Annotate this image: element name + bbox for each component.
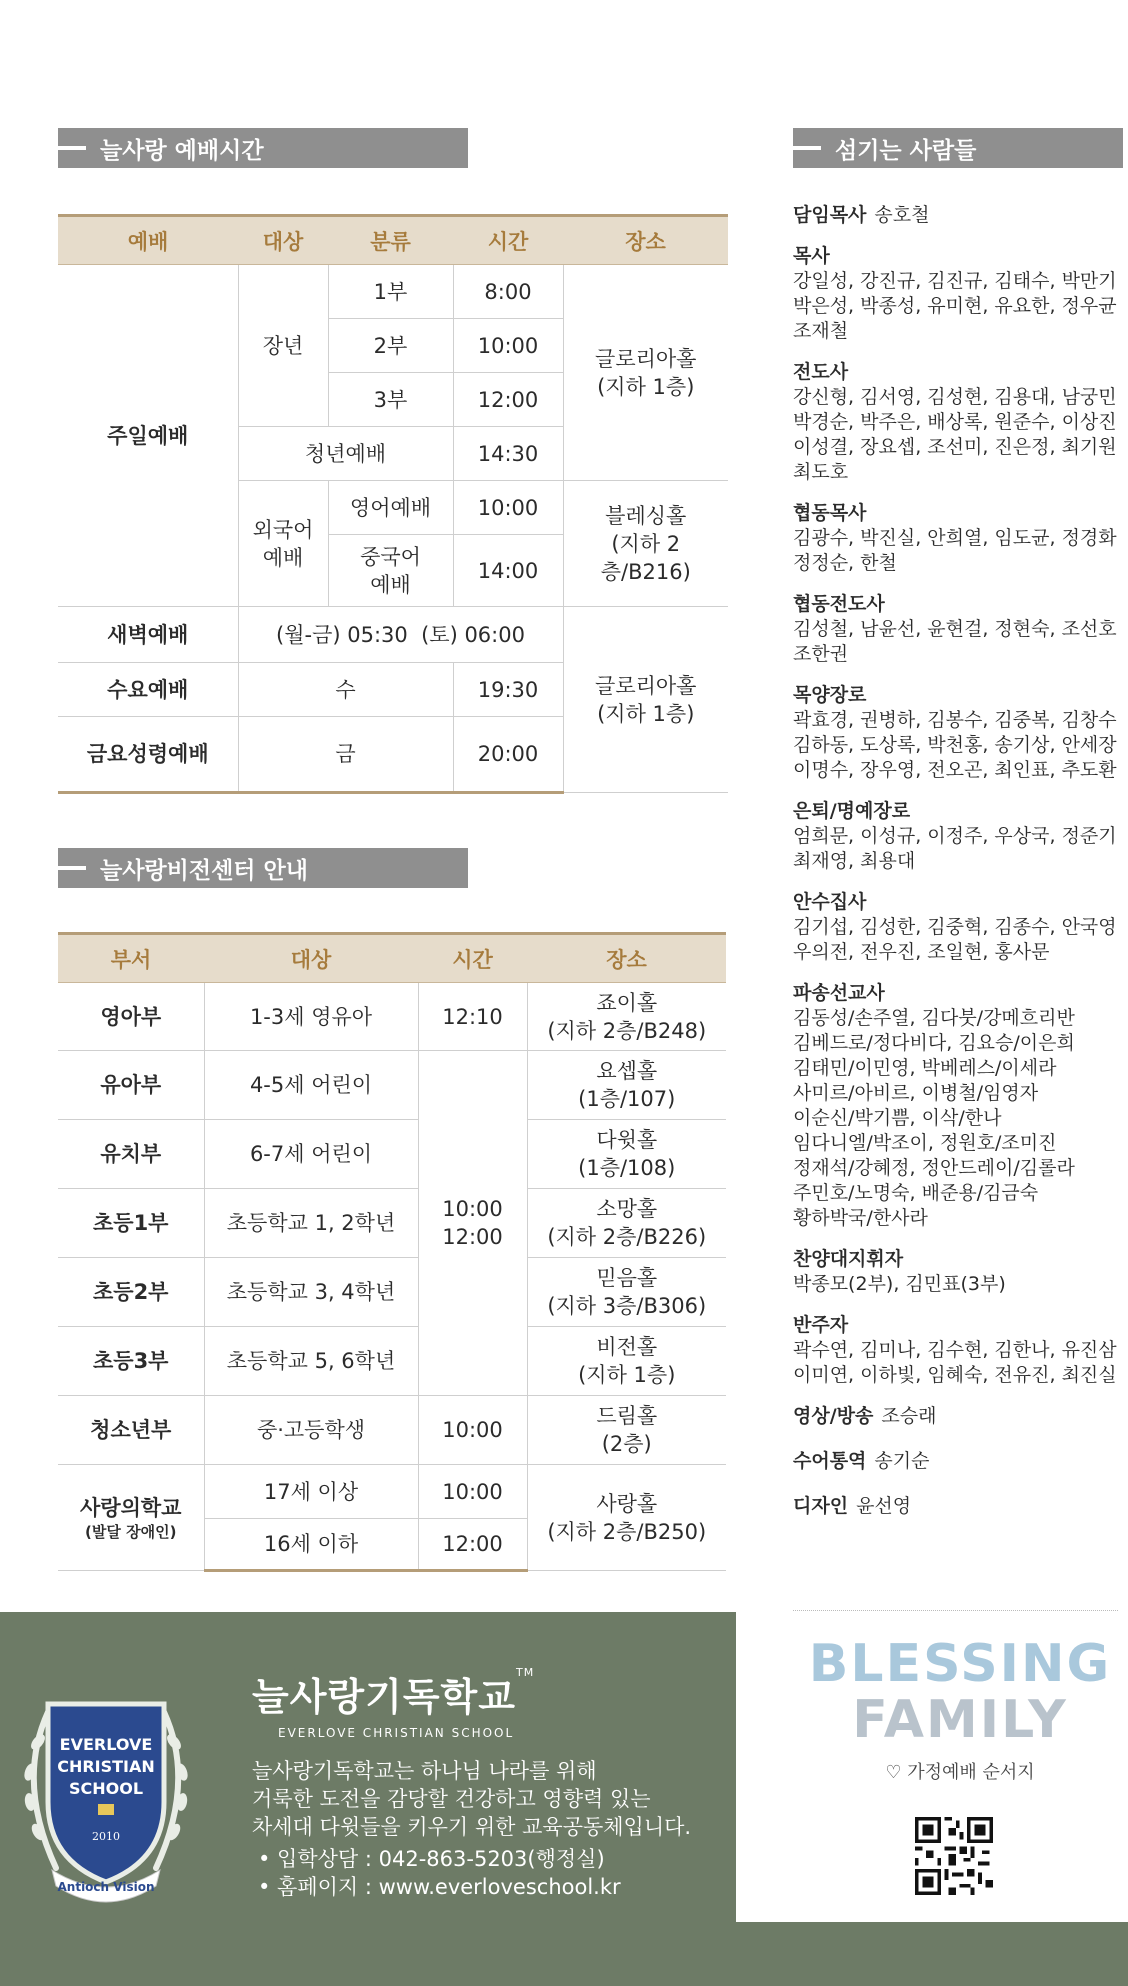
- dawn-worship: 새벽예배: [58, 607, 238, 663]
- worship-table: [58, 214, 728, 794]
- staff-role: 담임목사: [793, 204, 867, 226]
- staff-role: 전도사: [793, 361, 849, 383]
- staff-group-accompanists: [793, 1313, 1123, 1388]
- part-2: 2부: [328, 319, 453, 373]
- staff-role: 협동목사: [793, 502, 867, 524]
- dash-icon: [793, 146, 821, 150]
- staff-group-associate-evangelists: [793, 592, 1123, 667]
- vision-section-heading: [58, 848, 468, 888]
- venue-elem3: 비전홀 (지하 1층): [527, 1327, 726, 1396]
- header-time: 시간: [418, 934, 527, 983]
- school-description: 늘사랑기독학교는 하나님 나라를 위해 거룩한 도전을 감당할 건강하고 영향력 있는 차세대 다윗들을 키우기 위한 교육공동체입니다.: [252, 1759, 692, 1839]
- emblem-year: 2010: [92, 1830, 120, 1843]
- dash-icon: [58, 866, 86, 870]
- header-target: 대상: [238, 216, 328, 265]
- time-infant: 12:10: [418, 983, 527, 1051]
- family-worship-text: 가정예배 순서지: [907, 1762, 1035, 1783]
- english-worship: 영어예배: [328, 481, 453, 535]
- staff-names: 송호철: [874, 204, 930, 226]
- dept-toddler: 유아부: [58, 1051, 204, 1120]
- staff-names: 곽수연, 김미나, 김수현, 김한나, 유진삼 이미연, 이하빛, 임혜숙, 전유진, 최진실: [793, 1339, 1117, 1386]
- dept-elem3: 초등3부: [58, 1327, 204, 1396]
- staff-role: 안수집사: [793, 891, 867, 913]
- foreign-worship: 외국어 예배: [238, 481, 328, 607]
- chinese-worship: 중국어 예배: [328, 535, 453, 607]
- school-emblem-icon: [8, 1672, 204, 1910]
- time-teen: 10:00: [418, 1396, 527, 1465]
- header-category: 분류: [328, 216, 453, 265]
- dept-kinder: 유치부: [58, 1120, 204, 1189]
- time-love-2: 12:00: [418, 1519, 527, 1571]
- school-banner: [0, 1612, 736, 1986]
- header-time: 시간: [453, 216, 563, 265]
- staff-names: 김성철, 남윤선, 윤현걸, 정현숙, 조선호 조한권: [793, 618, 1117, 665]
- staff-role: 찬양대지휘자: [793, 1248, 904, 1270]
- staff-group-retired-elders: [793, 799, 1123, 874]
- staff-group-deacons: [793, 890, 1123, 965]
- adult-label: 장년: [238, 265, 328, 427]
- staff-group-associate-pastors: [793, 501, 1123, 576]
- dept-teen: 청소년부: [58, 1396, 204, 1465]
- staff-names: 곽효경, 권병하, 김봉수, 김중복, 김창수 김하동, 도상록, 박천홍, 송기상, 안세장 이명수, 장우영, 전오곤, 최인표, 추도환: [793, 709, 1117, 781]
- dept-elem2: 초등2부: [58, 1258, 204, 1327]
- staff-role: 수어통역: [793, 1450, 867, 1472]
- staff-group-pastors: [793, 244, 1123, 344]
- venue-toddler: 요셉홀 (1층/107): [527, 1051, 726, 1120]
- time-3: 12:00: [453, 373, 563, 427]
- sunday-worship: 주일예배: [58, 265, 238, 607]
- part-3: 3부: [328, 373, 453, 427]
- staff-names: 김광수, 박진실, 안희열, 임도균, 정경화 정정순, 한철: [793, 527, 1117, 574]
- staff-role: 은퇴/명예장로: [793, 800, 911, 822]
- dept-infant: 영아부: [58, 983, 204, 1051]
- staff-group-design: [793, 1494, 1123, 1519]
- worship-heading-text: 늘사랑 예배시간: [100, 137, 264, 164]
- target-love-1: 17세 이상: [204, 1465, 418, 1519]
- emblem-line-1: EVERLOVE: [59, 1735, 153, 1754]
- vision-table: [58, 932, 726, 1572]
- staff-heading-text: 섬기는 사람들: [835, 137, 977, 164]
- target-elem2: 초등학교 3, 4학년: [204, 1258, 418, 1327]
- staff-group-senior-pastor: [793, 203, 1123, 228]
- target-love-2: 16세 이하: [204, 1519, 418, 1571]
- youth-time: 14:30: [453, 427, 563, 481]
- staff-names: 윤선영: [856, 1495, 912, 1517]
- staff-group-evangelists: [793, 360, 1123, 485]
- school-name: [252, 1666, 534, 1721]
- staff-role: 디자인: [793, 1495, 849, 1517]
- trademark: TM: [515, 1666, 535, 1679]
- staff-names: 강신형, 김서영, 김성현, 김용대, 남궁민 박경순, 박주은, 배상록, 원준수, 이상진 이성결, 장요셉, 조선미, 진은정, 최기원 최도호: [793, 386, 1117, 483]
- school-website[interactable]: • 홈페이지 : www.everloveschool.kr: [258, 1875, 621, 1899]
- staff-role: 목양장로: [793, 684, 867, 706]
- chinese-time: 14:00: [453, 535, 563, 607]
- wednesday-worship: 수요예배: [58, 663, 238, 717]
- emblem-line-2: CHRISTIAN: [57, 1757, 155, 1776]
- part-1: 1부: [328, 265, 453, 319]
- staff-role: 목사: [793, 245, 830, 267]
- wednesday-day: 수: [238, 663, 453, 717]
- staff-names: 엄희문, 이성규, 이정주, 우상국, 정준기 최재영, 최용대: [793, 825, 1117, 872]
- school-contact: [258, 1845, 621, 1901]
- time-1: 8:00: [453, 265, 563, 319]
- staff-section-heading: [793, 128, 1123, 168]
- venue-gloria-2: 글로리아홀 (지하 1층): [563, 607, 728, 793]
- friday-worship: 금요성령예배: [58, 717, 238, 793]
- dawn-time: (월-금) 05:30 (토) 06:00: [238, 607, 563, 663]
- time-2: 10:00: [453, 319, 563, 373]
- qr-code-icon[interactable]: [915, 1817, 993, 1895]
- venue-teen: 드림홀 (2층): [527, 1396, 726, 1465]
- venue-kinder: 다윗홀 (1층/108): [527, 1120, 726, 1189]
- staff-names: 김기섭, 김성한, 김중혁, 김종수, 안국영 우의전, 전우진, 조일현, 홍사문: [793, 916, 1117, 963]
- school-banner-extension: [736, 1922, 1128, 1986]
- time-shared: 10:00 12:00: [418, 1051, 527, 1396]
- venue-elem2: 믿음홀 (지하 3층/B306): [527, 1258, 726, 1327]
- family-worship-subtitle: [795, 1758, 1125, 1784]
- staff-role: 영상/방송: [793, 1405, 874, 1427]
- staff-role: 반주자: [793, 1314, 849, 1336]
- worship-section-heading: [58, 128, 468, 168]
- venue-gloria: 글로리아홀 (지하 1층): [563, 265, 728, 481]
- venue-elem1: 소망홀 (지하 2층/B226): [527, 1189, 726, 1258]
- staff-names: 조승래: [881, 1405, 937, 1427]
- staff-group-elders: [793, 683, 1123, 783]
- staff-names: 김동성/손주열, 김다붓/강메흐리반 김베드로/정다비다, 김요승/이은희 김태민/이민영, 박베레스/이세라 사미르/아비르, 이병철/임영자 이순신/박기쁨, 이삭/한나 임다니엘/박조이, 정원호/조미진 정재석/강혜정, 정안드레이/김롤라 주민호/노명숙, 배준용/김금숙 황하박국/한사라: [793, 1007, 1075, 1229]
- venue-love: 사랑홀 (지하 2층/B250): [527, 1465, 726, 1571]
- target-teen: 중·고등학생: [204, 1396, 418, 1465]
- love-school-title: 사랑의학교: [80, 1495, 182, 1520]
- staff-group-missionaries: [793, 981, 1123, 1231]
- staff-names: 송기순: [874, 1450, 930, 1472]
- emblem-ribbon: Antioch Vision: [57, 1880, 155, 1894]
- dash-icon: [58, 146, 86, 150]
- dept-elem1: 초등1부: [58, 1189, 204, 1258]
- header-dept: 부서: [58, 934, 204, 983]
- staff-list: [793, 203, 1123, 1535]
- header-venue: 장소: [527, 934, 726, 983]
- blessing-word: BLESSING: [808, 1634, 1112, 1694]
- target-kinder: 6-7세 어린이: [204, 1120, 418, 1189]
- staff-role: 협동전도사: [793, 593, 885, 615]
- love-school-subtitle: (발달 장애인): [85, 1522, 177, 1541]
- family-icon: ♡: [885, 1762, 902, 1783]
- venue-infant: 죠이홀 (지하 2층/B248): [527, 983, 726, 1051]
- header-target: 대상: [204, 934, 418, 983]
- emblem-line-3: SCHOOL: [68, 1779, 144, 1798]
- staff-names: 강일성, 강진규, 김진규, 김태수, 박만기 박은성, 박종성, 유미현, 유요한, 정우균 조재철: [793, 270, 1117, 342]
- target-elem1: 초등학교 1, 2학년: [204, 1189, 418, 1258]
- staff-group-media: [793, 1404, 1123, 1429]
- venue-blessing: 블레싱홀 (지하 2층/B216): [563, 481, 728, 607]
- dept-love-school: [58, 1465, 204, 1571]
- blessing-family-logo: [795, 1636, 1125, 1784]
- english-time: 10:00: [453, 481, 563, 535]
- staff-role: 파송선교사: [793, 982, 885, 1004]
- staff-group-choir-directors: [793, 1247, 1123, 1297]
- school-english-name: EVERLOVE CHRISTIAN SCHOOL: [278, 1726, 515, 1740]
- wednesday-time: 19:30: [453, 663, 563, 717]
- vision-heading-text: 늘사랑비전센터 안내: [100, 857, 308, 884]
- youth-worship: 청년예배: [238, 427, 453, 481]
- divider: [793, 1610, 1118, 1611]
- school-name-text: 늘사랑기독학교: [252, 1675, 516, 1719]
- friday-time: 20:00: [453, 717, 563, 793]
- school-phone: • 입학상담 : 042-863-5203(행정실): [258, 1847, 605, 1871]
- header-venue: 장소: [563, 216, 728, 265]
- target-elem3: 초등학교 5, 6학년: [204, 1327, 418, 1396]
- family-word: FAMILY: [852, 1690, 1068, 1750]
- header-worship: 예배: [58, 216, 238, 265]
- target-infant: 1-3세 영유아: [204, 983, 418, 1051]
- friday-day: 금: [238, 717, 453, 793]
- staff-names: 박종모(2부), 김민표(3부): [793, 1273, 1006, 1295]
- time-love-1: 10:00: [418, 1465, 527, 1519]
- staff-group-sign-language: [793, 1449, 1123, 1474]
- target-toddler: 4-5세 어린이: [204, 1051, 418, 1120]
